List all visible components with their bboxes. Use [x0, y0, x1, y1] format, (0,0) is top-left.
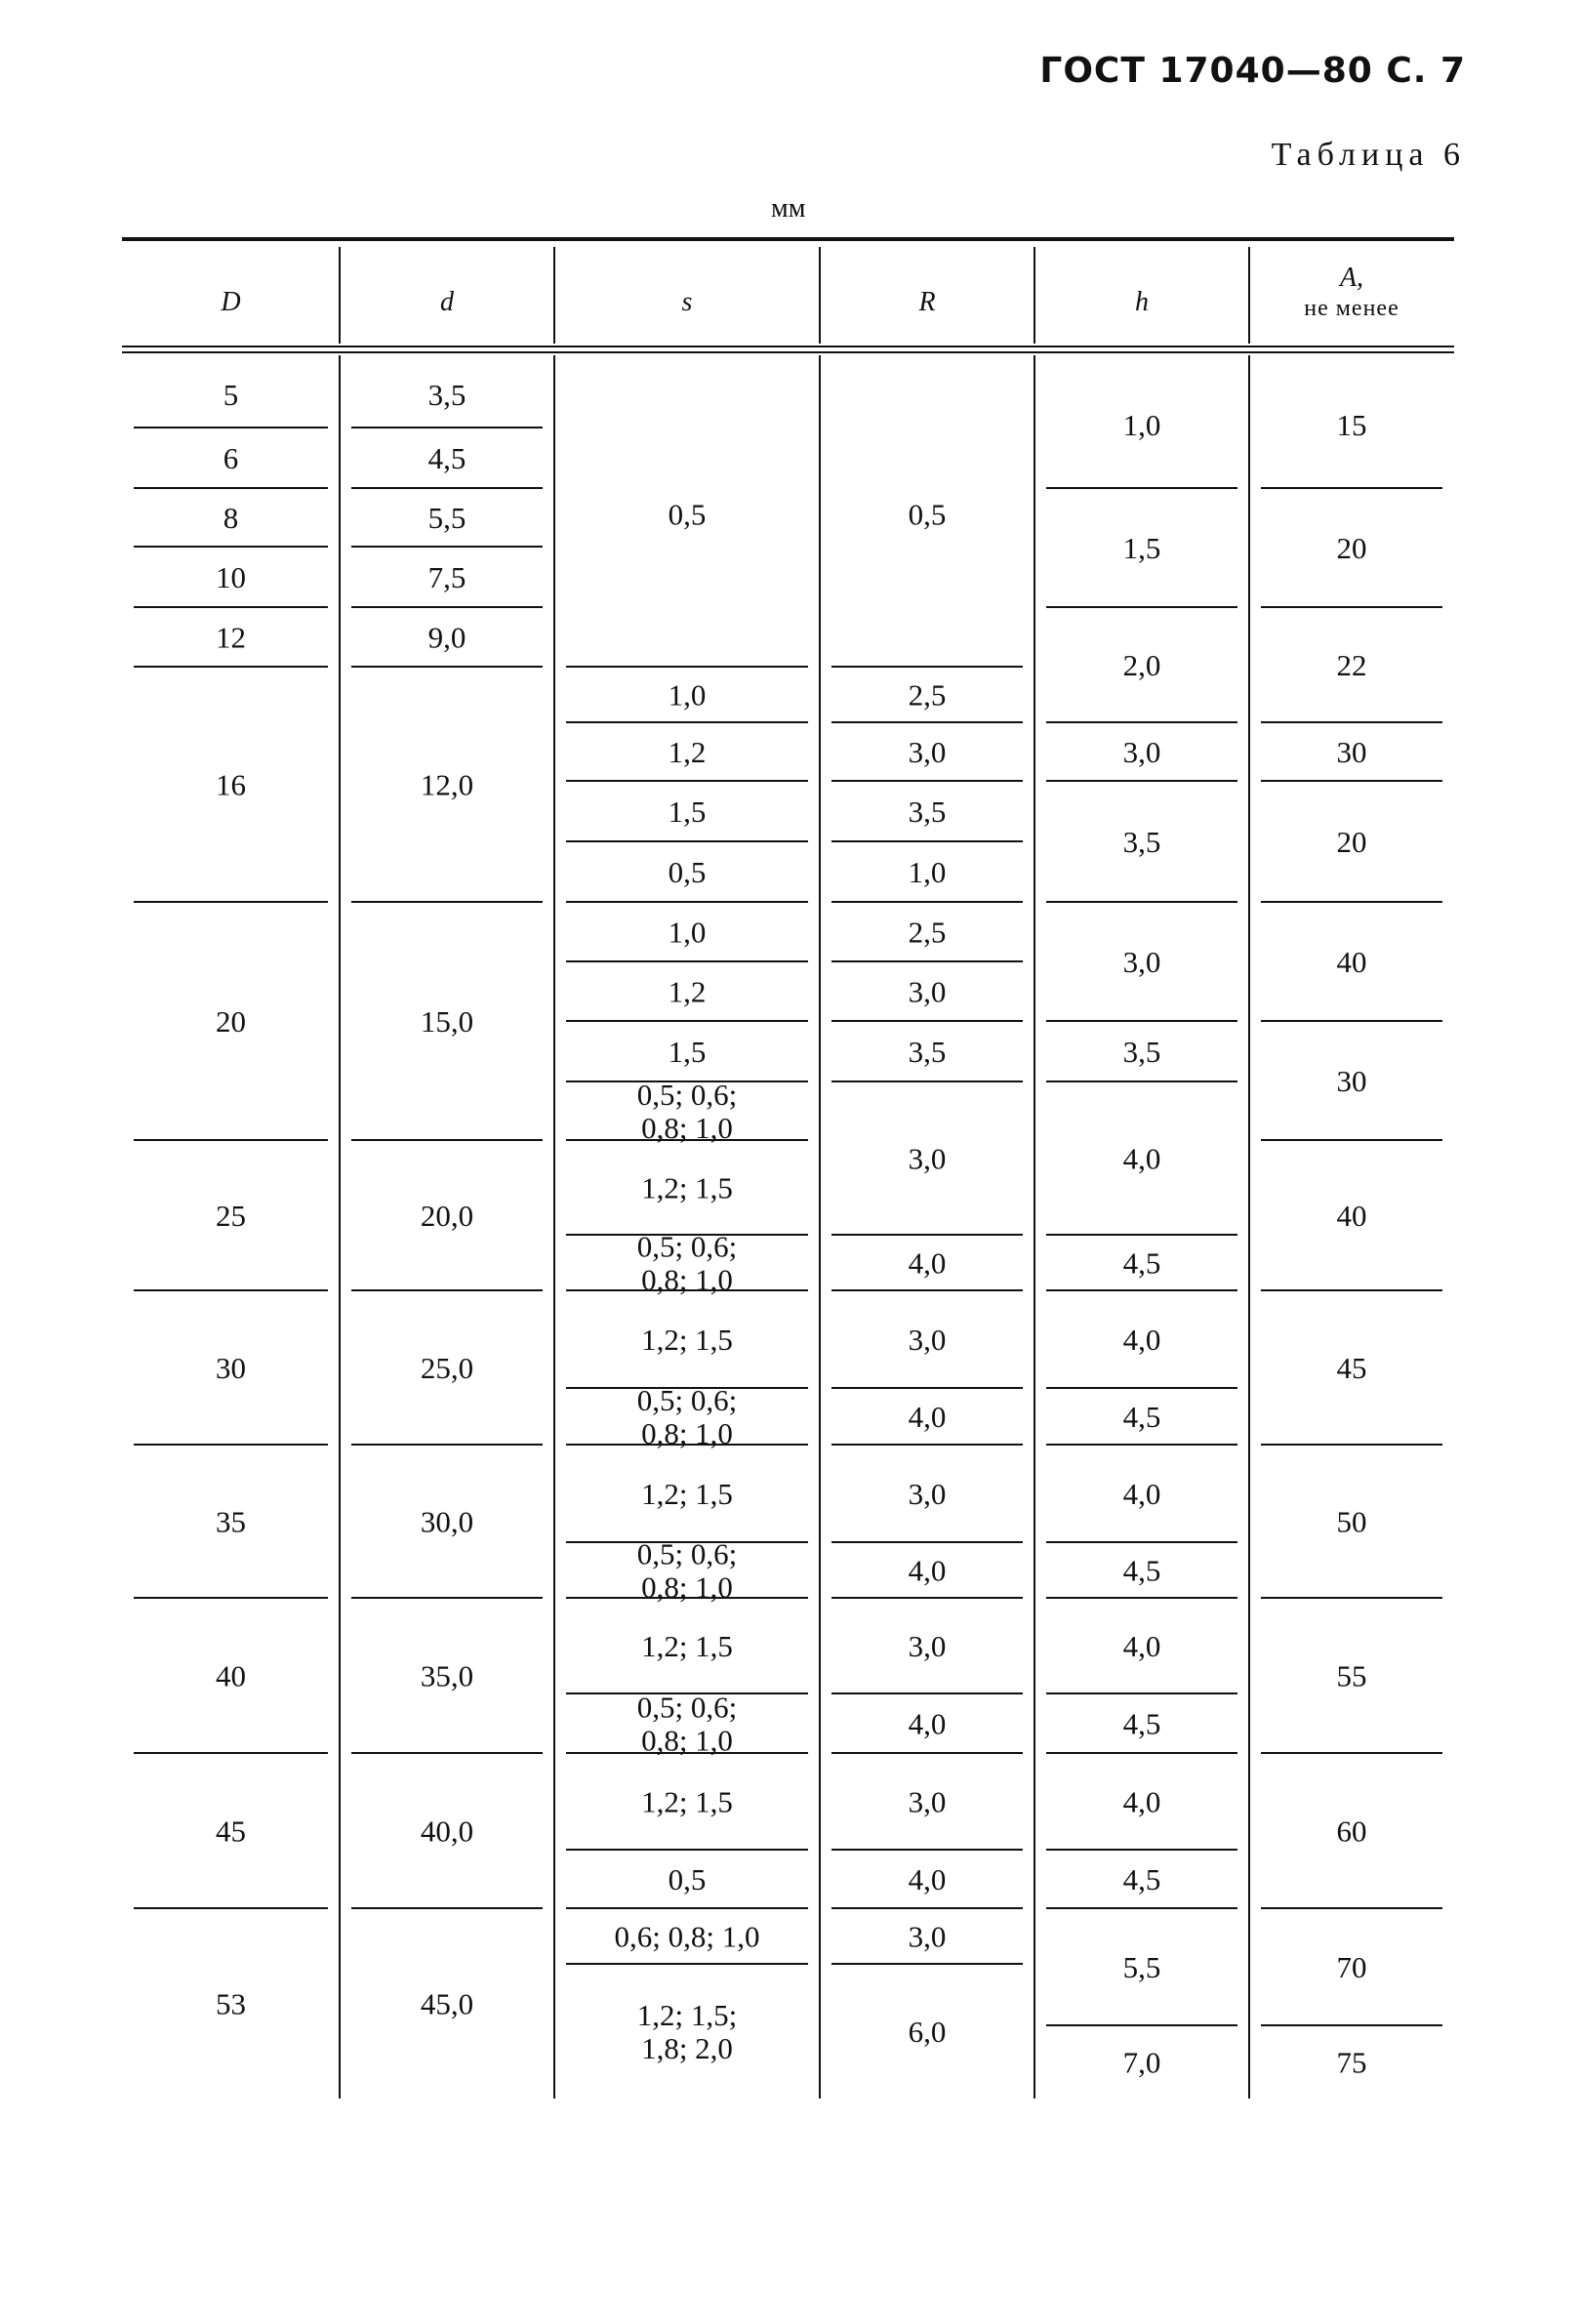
cell-d: 20,0	[420, 1199, 474, 1233]
cell-A: 55	[1336, 1658, 1367, 1693]
cell-s: 1,2; 1,5	[641, 1629, 733, 1663]
cell-A: 30	[1336, 1064, 1367, 1098]
column-header-s: s	[681, 287, 693, 317]
cell-h: 4,5	[1122, 1400, 1161, 1434]
cell-h: 1,5	[1122, 531, 1161, 565]
cell-D: 25	[216, 1199, 246, 1233]
cell-h: 4,5	[1122, 1245, 1161, 1281]
cell-R: 3,0	[908, 1477, 947, 1511]
cell-s: 0,5	[668, 497, 707, 532]
cell-d: 5,5	[427, 501, 466, 535]
cell-s: 0,5; 0,6;	[636, 1229, 738, 1264]
cell-D: 16	[216, 767, 246, 802]
cell-h: 3,5	[1122, 825, 1161, 859]
column-header-sub-A: не менее	[1304, 296, 1399, 321]
cell-d: 35,0	[420, 1658, 474, 1693]
cell-R: 3,0	[908, 1323, 947, 1357]
cell-h: 4,0	[1122, 1629, 1161, 1663]
cell-A: 45	[1336, 1351, 1367, 1385]
cell-s: 0,5; 0,6;	[636, 1078, 738, 1112]
cell-s: 0,8; 1,0	[641, 1416, 733, 1450]
column-header-h: h	[1135, 287, 1149, 317]
column-header-d: d	[440, 287, 454, 317]
cell-A: 40	[1336, 945, 1367, 979]
cell-D: 12	[216, 620, 246, 655]
cell-h: 4,5	[1122, 1706, 1161, 1741]
cell-R: 4,0	[908, 1400, 947, 1434]
cell-A: 50	[1336, 1504, 1367, 1539]
cell-R: 4,0	[908, 1245, 947, 1281]
cell-s: 0,5	[668, 1862, 707, 1896]
cell-h: 4,0	[1122, 1141, 1161, 1176]
cell-D: 8	[223, 501, 239, 535]
cell-d: 45,0	[420, 1986, 474, 2021]
cell-R: 3,0	[908, 974, 947, 1009]
cell-h: 4,5	[1122, 1553, 1161, 1588]
cell-d: 30,0	[420, 1504, 474, 1539]
cell-R: 3,0	[908, 1629, 947, 1663]
cell-d: 12,0	[420, 767, 474, 802]
column-header-D: D	[221, 287, 241, 317]
cell-d: 15,0	[420, 1004, 474, 1039]
cell-s: 1,2; 1,5	[641, 1477, 733, 1511]
cell-h: 3,0	[1122, 945, 1161, 979]
cell-s: 1,2	[668, 974, 707, 1009]
cell-R: 1,0	[908, 855, 947, 889]
cell-R: 3,0	[908, 735, 947, 769]
table-caption: Таблица 6	[1271, 137, 1466, 173]
cell-d: 7,5	[427, 560, 466, 594]
cell-D: 20	[216, 1004, 246, 1039]
cell-h: 2,0	[1122, 648, 1161, 682]
cell-s: 1,5	[668, 1035, 707, 1069]
cell-s: 1,2	[668, 735, 707, 769]
cell-d: 25,0	[420, 1351, 474, 1385]
cell-h: 5,5	[1122, 1950, 1161, 1984]
cell-D: 35	[216, 1504, 246, 1539]
cell-A: 60	[1336, 1814, 1367, 1849]
cell-A: 20	[1336, 531, 1367, 565]
cell-A: 15	[1336, 408, 1367, 442]
table-units: мм	[771, 193, 806, 224]
cell-s: 1,8; 2,0	[641, 2031, 733, 2065]
cell-d: 40,0	[420, 1814, 474, 1849]
cell-s: 0,8; 1,0	[641, 1262, 733, 1297]
cell-R: 2,5	[908, 915, 947, 950]
cell-h: 4,0	[1122, 1784, 1161, 1819]
cell-R: 4,0	[908, 1553, 947, 1588]
column-header-A: A,	[1339, 263, 1364, 293]
cell-A: 30	[1336, 735, 1367, 769]
table-header-row	[220, 263, 1399, 321]
page-header: ГОСТ 17040—80 С. 7	[1039, 51, 1466, 91]
cell-A: 70	[1336, 1950, 1367, 1984]
cell-s: 0,5; 0,6;	[636, 1383, 738, 1417]
cell-A: 20	[1336, 825, 1367, 859]
cell-s: 1,0	[668, 915, 707, 950]
cell-s: 0,5; 0,6;	[636, 1536, 738, 1571]
column-header-R: R	[918, 287, 936, 317]
cell-s: 0,8; 1,0	[641, 1111, 733, 1145]
cell-s: 1,2; 1,5;	[636, 1998, 738, 2032]
cell-s: 1,2; 1,5	[641, 1323, 733, 1357]
table-body	[216, 378, 1367, 2080]
cell-s: 1,2; 1,5	[641, 1784, 733, 1819]
cell-h: 7,0	[1122, 2045, 1161, 2080]
cell-s: 1,5	[668, 795, 707, 829]
cell-R: 2,5	[908, 677, 947, 713]
cell-D: 45	[216, 1814, 246, 1849]
table-rules	[122, 239, 1454, 2099]
cell-h: 1,0	[1122, 408, 1161, 442]
cell-s: 0,5; 0,6;	[636, 1690, 738, 1725]
cell-A: 40	[1336, 1199, 1367, 1233]
cell-h: 3,0	[1122, 735, 1161, 769]
cell-h: 4,0	[1122, 1323, 1161, 1357]
cell-s: 0,6; 0,8; 1,0	[614, 1919, 760, 1954]
cell-s: 0,8; 1,0	[641, 1570, 733, 1605]
cell-R: 6,0	[908, 2015, 947, 2049]
cell-R: 3,5	[908, 795, 947, 829]
cell-D: 40	[216, 1658, 246, 1693]
cell-R: 3,5	[908, 1035, 947, 1069]
cell-h: 4,0	[1122, 1477, 1161, 1511]
cell-h: 3,5	[1122, 1035, 1161, 1069]
cell-R: 3,0	[908, 1141, 947, 1176]
cell-R: 4,0	[908, 1706, 947, 1741]
cell-R: 0,5	[908, 497, 947, 532]
cell-d: 3,5	[427, 378, 466, 412]
cell-R: 3,0	[908, 1919, 947, 1954]
cell-s: 0,5	[668, 855, 707, 889]
cell-D: 30	[216, 1351, 246, 1385]
cell-s: 0,8; 1,0	[641, 1723, 733, 1758]
cell-D: 53	[216, 1986, 246, 2021]
cell-R: 4,0	[908, 1862, 947, 1896]
cell-D: 5	[223, 378, 239, 412]
cell-s: 1,2; 1,5	[641, 1170, 733, 1205]
cell-D: 10	[216, 560, 246, 594]
cell-A: 75	[1336, 2045, 1367, 2080]
cell-A: 22	[1336, 648, 1367, 682]
cell-s: 1,0	[668, 677, 707, 713]
cell-h: 4,5	[1122, 1862, 1161, 1896]
cell-R: 3,0	[908, 1784, 947, 1819]
cell-D: 6	[223, 441, 239, 475]
cell-d: 9,0	[427, 620, 466, 655]
cell-d: 4,5	[427, 441, 466, 475]
